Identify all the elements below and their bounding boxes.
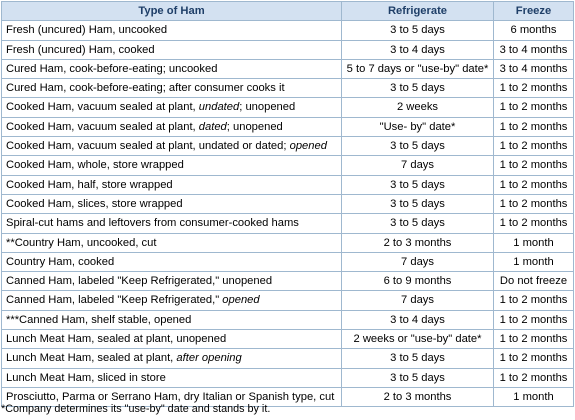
table-row	[2, 156, 574, 175]
table-row	[2, 310, 574, 329]
cell-type-of-ham	[2, 368, 342, 387]
header-refrigerate: Refrigerate	[342, 2, 494, 21]
type-text: Cooked Ham, vacuum sealed at plant,	[6, 101, 199, 114]
table-row	[2, 349, 574, 368]
header-type-of-ham: Type of Ham	[2, 2, 342, 21]
table-row	[2, 330, 574, 349]
type-text: Cooked Ham, whole, store wrapped	[6, 159, 184, 172]
cell-type-of-ham	[2, 98, 342, 117]
cell-freeze: 1 to 2 months	[494, 330, 574, 349]
type-text: ***Canned Ham, shelf stable, opened	[6, 313, 192, 326]
cell-freeze: 1 month	[494, 252, 574, 271]
table-row	[2, 59, 574, 78]
cell-refrigerate: 3 to 5 days	[342, 21, 494, 40]
cell-freeze: 1 to 2 months	[494, 349, 574, 368]
cell-type-of-ham	[2, 349, 342, 368]
table-row	[2, 233, 574, 252]
cell-type-of-ham	[2, 330, 342, 349]
table-row	[2, 291, 574, 310]
cell-refrigerate: 3 to 5 days	[342, 175, 494, 194]
cell-refrigerate: 3 to 4 days	[342, 310, 494, 329]
cell-freeze: 3 to 4 months	[494, 59, 574, 78]
type-text: Lunch Meat Ham, sealed at plant, unopened	[6, 333, 227, 346]
type-text: Lunch Meat Ham, sliced in store	[6, 371, 166, 384]
type-text: Cooked Ham, vacuum sealed at plant,	[6, 120, 199, 133]
cell-freeze: 1 month	[494, 387, 574, 406]
emphasized-text: dated	[198, 120, 227, 133]
emphasized-text: opened	[222, 294, 260, 307]
cell-refrigerate: 3 to 5 days	[342, 194, 494, 213]
cell-refrigerate: 3 to 5 days	[342, 214, 494, 233]
cell-freeze: 1 to 2 months	[494, 175, 574, 194]
table-row	[2, 175, 574, 194]
table-header-row	[2, 2, 574, 21]
cell-type-of-ham	[2, 79, 342, 98]
table-row	[2, 214, 574, 233]
cell-freeze: 1 to 2 months	[494, 194, 574, 213]
type-text: **Country Ham, uncooked, cut	[6, 236, 157, 249]
cell-freeze: 1 to 2 months	[494, 117, 574, 136]
table-row	[2, 117, 574, 136]
type-text: Cured Ham, cook-before-eating; after consumer cooks it	[6, 82, 285, 95]
footnote: *Company determines its "use-by" date and stands by it.	[1, 403, 271, 415]
type-text: Cooked Ham, slices, store wrapped	[6, 197, 183, 210]
cell-type-of-ham	[2, 137, 342, 156]
cell-freeze: Do not freeze	[494, 272, 574, 291]
cell-type-of-ham	[2, 310, 342, 329]
emphasized-text: undated	[198, 101, 240, 114]
type-text: Prosciutto, Parma or Serrano Ham, dry Italian or Spanish type, cut	[6, 390, 335, 403]
cell-freeze: 1 to 2 months	[494, 137, 574, 156]
ham-storage-table	[1, 1, 574, 407]
cell-type-of-ham	[2, 194, 342, 213]
table-row	[2, 98, 574, 117]
cell-refrigerate: 7 days	[342, 291, 494, 310]
type-text: Lunch Meat Ham, sealed at plant,	[6, 352, 177, 365]
cell-freeze: 1 to 2 months	[494, 291, 574, 310]
table-row	[2, 137, 574, 156]
cell-type-of-ham	[2, 21, 342, 40]
type-text: ; unopened	[226, 120, 283, 133]
cell-refrigerate: 3 to 4 days	[342, 40, 494, 59]
type-text: Fresh (uncured) Ham, uncooked	[6, 24, 168, 37]
cell-freeze: 6 months	[494, 21, 574, 40]
cell-freeze: 1 to 2 months	[494, 214, 574, 233]
cell-refrigerate: 2 to 3 months	[342, 233, 494, 252]
table-row	[2, 368, 574, 387]
cell-type-of-ham	[2, 40, 342, 59]
table-row	[2, 194, 574, 213]
cell-type-of-ham	[2, 59, 342, 78]
cell-type-of-ham	[2, 175, 342, 194]
cell-refrigerate: 3 to 5 days	[342, 137, 494, 156]
table-row	[2, 252, 574, 271]
cell-freeze: 3 to 4 months	[494, 40, 574, 59]
cell-refrigerate: 2 to 3 months	[342, 387, 494, 406]
cell-freeze: 1 to 2 months	[494, 310, 574, 329]
type-text: ; unopened	[239, 101, 296, 114]
cell-refrigerate: 2 weeks	[342, 98, 494, 117]
type-text: Country Ham, cooked	[6, 255, 115, 268]
cell-freeze: 1 to 2 months	[494, 156, 574, 175]
cell-freeze: 1 to 2 months	[494, 368, 574, 387]
cell-refrigerate: 3 to 5 days	[342, 79, 494, 98]
cell-refrigerate: 5 to 7 days or "use-by" date*	[342, 59, 494, 78]
cell-type-of-ham	[2, 252, 342, 271]
cell-refrigerate: 3 to 5 days	[342, 368, 494, 387]
cell-type-of-ham	[2, 272, 342, 291]
type-text: Spiral-cut hams and leftovers from consumer-cooked hams	[6, 217, 299, 230]
cell-type-of-ham	[2, 291, 342, 310]
cell-freeze: 1 month	[494, 233, 574, 252]
emphasized-text: after opening	[176, 352, 242, 365]
type-text: Canned Ham, labeled "Keep Refrigerated," unopened	[6, 275, 273, 288]
table-row	[2, 21, 574, 40]
cell-type-of-ham	[2, 117, 342, 136]
cell-refrigerate: 2 weeks or "use-by" date*	[342, 330, 494, 349]
type-text: Cooked Ham, vacuum sealed at plant, undated or dated;	[6, 140, 290, 153]
cell-freeze: 1 to 2 months	[494, 98, 574, 117]
cell-refrigerate: 6 to 9 months	[342, 272, 494, 291]
type-text: Cooked Ham, half, store wrapped	[6, 178, 173, 191]
cell-refrigerate: 7 days	[342, 252, 494, 271]
table-body	[2, 21, 574, 407]
header-freeze: Freeze	[494, 2, 574, 21]
cell-type-of-ham	[2, 233, 342, 252]
cell-refrigerate: 7 days	[342, 156, 494, 175]
table-row	[2, 272, 574, 291]
type-text: Canned Ham, labeled "Keep Refrigerated,"	[6, 294, 223, 307]
emphasized-text: opened	[289, 140, 327, 153]
cell-type-of-ham	[2, 214, 342, 233]
table-row	[2, 40, 574, 59]
cell-refrigerate: "Use- by" date*	[342, 117, 494, 136]
table-row	[2, 79, 574, 98]
cell-freeze: 1 to 2 months	[494, 79, 574, 98]
cell-refrigerate: 3 to 5 days	[342, 349, 494, 368]
type-text: Cured Ham, cook-before-eating; uncooked	[6, 62, 218, 75]
type-text: Fresh (uncured) Ham, cooked	[6, 43, 155, 56]
cell-type-of-ham	[2, 156, 342, 175]
